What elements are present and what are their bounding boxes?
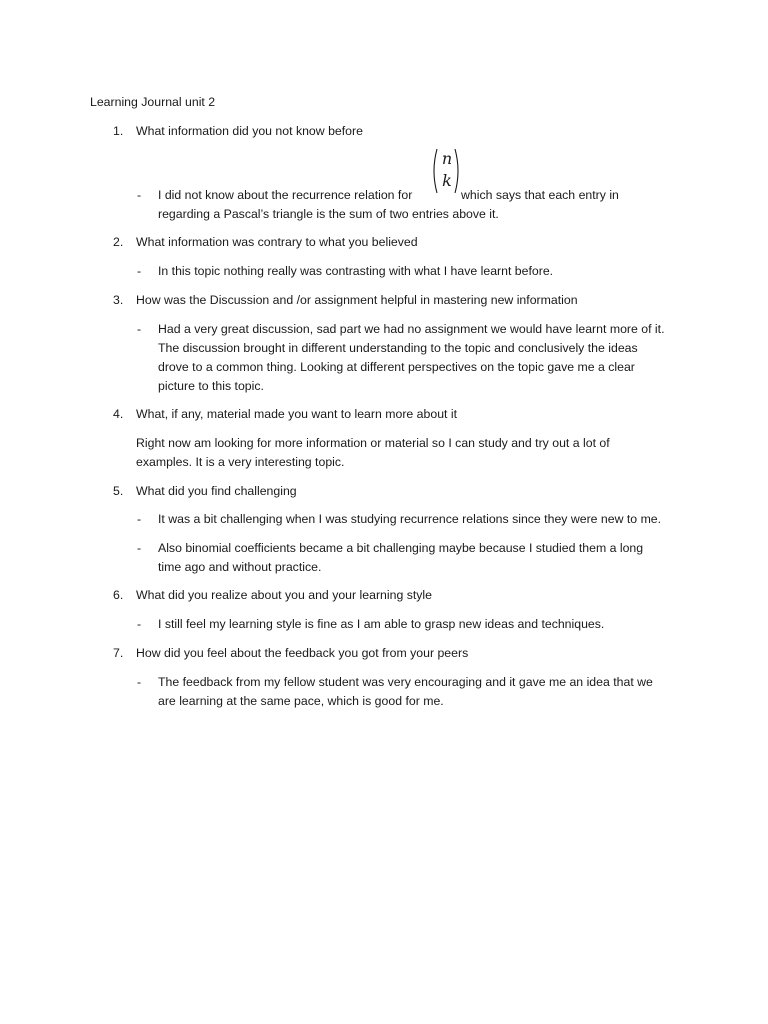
bullet-line: It was a bit challenging when I was studying recurrence relations since they were new to me. bbox=[158, 512, 662, 526]
bullet-line-post: which says that each entry in bbox=[461, 188, 619, 202]
question-text: How was the Discussion and /or assignment helpful in mastering new information bbox=[136, 293, 578, 307]
bullet-line: regarding a Pascal’s triangle is the sum of two entries above it. bbox=[158, 207, 499, 221]
binomial-bottom: k bbox=[442, 171, 452, 190]
bullet-line bbox=[158, 149, 678, 205]
bullet-line: I still feel my learning style is fine as I am able to grasp new ideas and techniques. bbox=[158, 617, 605, 631]
bullet-line-pre: I did not know about the recurrence relation for bbox=[158, 188, 413, 202]
question-number: 3. bbox=[113, 293, 124, 307]
question-text: What did you realize about you and your learning style bbox=[136, 588, 432, 602]
bullet-dash: - bbox=[137, 675, 142, 689]
bullet-line: The discussion brought in different understanding to the topic and conclusively the ideas bbox=[158, 341, 638, 355]
question-text: What information did you not know before bbox=[136, 124, 363, 138]
bullet-text bbox=[158, 615, 678, 634]
bullet-line: drove to a common thing. Looking at different perspectives on the topic gave me a clear bbox=[158, 360, 635, 374]
document-title: Learning Journal unit 2 bbox=[90, 95, 216, 109]
question-number: 2. bbox=[113, 235, 124, 249]
bullet-text bbox=[158, 320, 678, 396]
bullet-line: time ago and without practice. bbox=[158, 560, 322, 574]
bullet-text bbox=[158, 510, 678, 529]
binomial-coefficient bbox=[430, 146, 462, 196]
bullet-dash: - bbox=[137, 541, 142, 555]
bullet-line: In this topic nothing really was contrasting with what I have learnt before. bbox=[158, 264, 554, 278]
bullet-text bbox=[158, 149, 678, 224]
answer-4-paragraph bbox=[136, 434, 696, 472]
question-number: 1. bbox=[113, 124, 124, 138]
question-text: What, if any, material made you want to learn more about it bbox=[136, 407, 458, 421]
bullet-line: Also binomial coefficients became a bit challenging maybe because I studied them a long bbox=[158, 541, 644, 555]
paragraph-line: Right now am looking for more information or material so I can study and try out a lot of bbox=[136, 436, 610, 450]
question-number: 7. bbox=[113, 646, 124, 660]
bullet-dash: - bbox=[137, 512, 142, 526]
question-text: How did you feel about the feedback you got from your peers bbox=[136, 646, 469, 660]
bullet-text bbox=[158, 539, 678, 577]
bullet-line: are learning at the same pace, which is good for me. bbox=[158, 694, 444, 708]
question-text: What information was contrary to what you believed bbox=[136, 235, 418, 249]
binomial-top: n bbox=[441, 149, 453, 168]
bullet-dash: - bbox=[137, 322, 142, 336]
bullet-line: picture to this topic. bbox=[158, 379, 264, 393]
bullet-dash: - bbox=[137, 617, 142, 631]
bullet-text bbox=[158, 673, 678, 711]
bullet-text bbox=[158, 262, 678, 281]
paragraph-line: examples. It is a very interesting topic. bbox=[136, 455, 345, 469]
bullet-line: Had a very great discussion, sad part we had no assignment we would have learnt more of it. bbox=[158, 322, 665, 336]
bullet-dash: - bbox=[137, 264, 142, 278]
question-number: 4. bbox=[113, 407, 124, 421]
question-number: 5. bbox=[113, 484, 124, 498]
bullet-dash: - bbox=[137, 188, 142, 202]
bullet-line: The feedback from my fellow student was very encouraging and it gave me an idea that we bbox=[158, 675, 653, 689]
question-number: 6. bbox=[113, 588, 124, 602]
question-text: What did you find challenging bbox=[136, 484, 297, 498]
